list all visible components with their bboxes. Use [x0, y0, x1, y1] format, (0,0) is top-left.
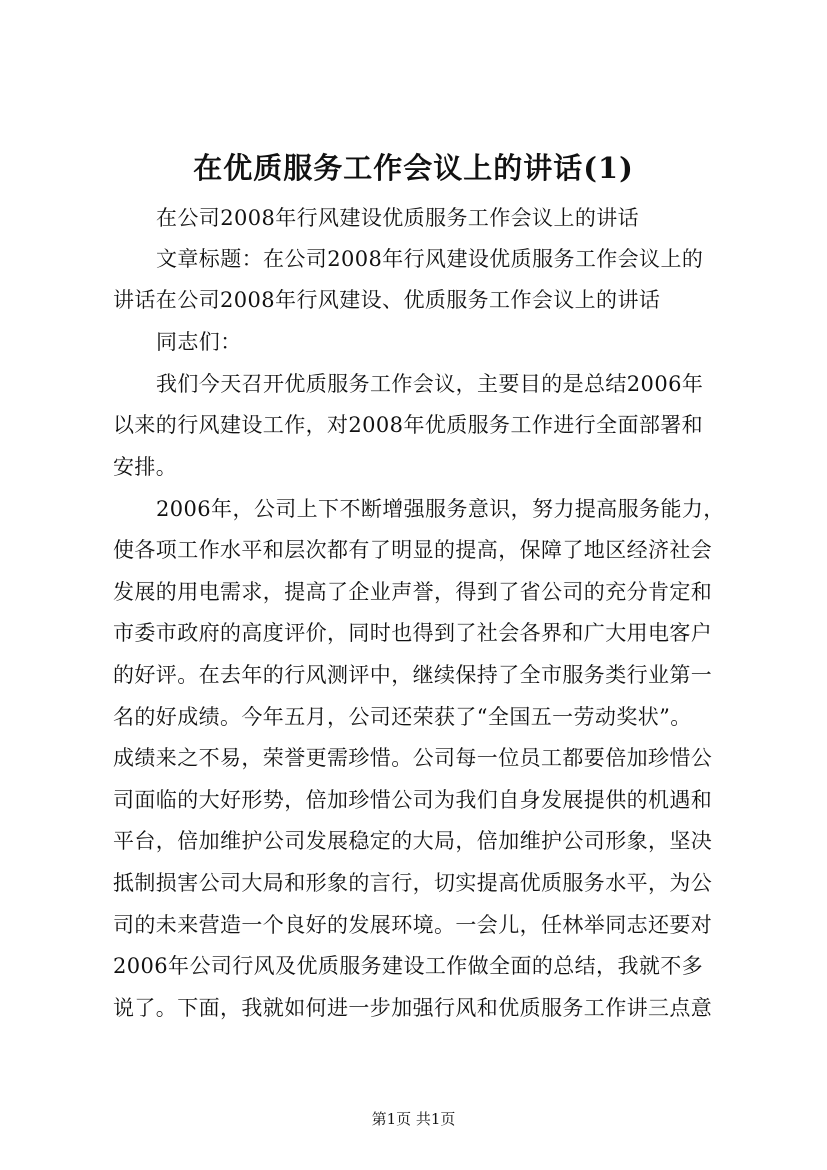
paragraph-line: 平台，倍加维护公司发展稳定的大局，倍加维护公司形象，坚决: [113, 829, 713, 853]
paragraph-line: 2006年，公司上下不断增强服务意识，努力提高服务能力，: [156, 497, 725, 521]
subtitle-line: 在公司2008年行风建设优质服务工作会议上的讲话: [156, 206, 640, 230]
paragraph-line: 市委市政府的高度评价，同时也得到了社会各界和广大用电客户: [113, 621, 713, 645]
paragraph-line: 使各项工作水平和层次都有了明显的提高，保障了地区经济社会: [113, 538, 713, 562]
paragraph-line: 名的好成绩。今年五月，公司还荣获了“全国五一劳动奖状”。: [113, 705, 692, 729]
paragraph-line: 我们今天召开优质服务工作会议，主要目的是总结2006年: [156, 372, 704, 396]
document-title: 在优质服务工作会议上的讲话(1): [193, 151, 634, 185]
paragraph-line: 司面临的大好形势，倍加珍惜公司为我们自身发展提供的机遇和: [113, 788, 713, 812]
page-footer: 第1页 共1页: [371, 1110, 456, 1128]
paragraph-line: 抵制损害公司大局和形象的言行，切实提高优质服务水平，为公: [113, 871, 713, 895]
paragraph-line: 2006年公司行风及优质服务建设工作做全面的总结，我就不多: [113, 954, 704, 978]
paragraph-line: 说了。下面，我就如何进一步加强行风和优质服务工作讲三点意: [113, 996, 713, 1020]
salutation-line: 同志们：: [156, 330, 242, 354]
paragraph-line: 司的未来营造一个良好的发展环境。一会儿，任林举同志还要对: [113, 913, 713, 937]
paragraph-line: 成绩来之不易，荣誉更需珍惜。公司每一位员工都要倍加珍惜公: [113, 746, 713, 770]
paragraph-line: 以来的行风建设工作，对2008年优质服务工作进行全面部署和: [113, 413, 704, 437]
paragraph-line: 文章标题：在公司2008年行风建设优质服务工作会议上的: [156, 247, 704, 271]
paragraph-line: 讲话在公司2008年行风建设、优质服务工作会议上的讲话: [113, 288, 661, 312]
paragraph-line: 安排。: [113, 455, 178, 479]
paragraph-line: 发展的用电需求，提高了企业声誉，得到了省公司的充分肯定和: [113, 580, 713, 604]
paragraph-line: 的好评。在去年的行风测评中，继续保持了全市服务类行业第一: [113, 663, 713, 687]
